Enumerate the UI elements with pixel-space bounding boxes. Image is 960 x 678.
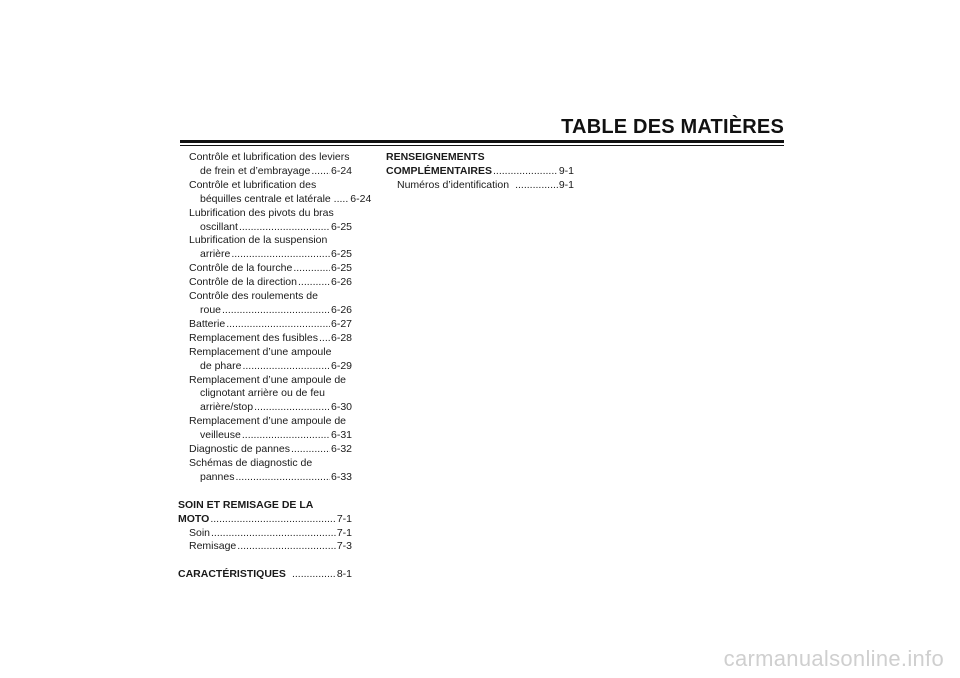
entry-label-line: Contrôle et lubrification des leviers [189, 151, 350, 163]
entry-label: Remplacement des fusibles [189, 331, 318, 344]
dot-leader [239, 221, 330, 235]
dot-leader [222, 304, 330, 318]
entry-leader-row [178, 443, 352, 457]
toc-left-column [178, 151, 372, 582]
page-number: 7-1 [336, 512, 352, 525]
dot-leader [242, 429, 330, 443]
page-number: 6-26 [330, 303, 352, 316]
toc-link-info[interactable] [386, 165, 574, 179]
entry-label-line: Contrôle des roulements de [189, 290, 318, 303]
entry-label: Contrôle de la direction [189, 276, 297, 289]
toc-entry[interactable] [178, 207, 352, 235]
toc-entry[interactable] [178, 262, 352, 276]
entry-label-line: Lubrification de la suspension [189, 234, 328, 247]
toc-entry[interactable] [178, 276, 352, 290]
toc-link-remisage[interactable] [178, 540, 352, 554]
toc-entry[interactable] [178, 415, 352, 443]
section-heading-label: MOTO [178, 512, 210, 525]
entry-label: Contrôle de la fourche [189, 262, 293, 275]
page-number: 6-31 [330, 429, 352, 442]
page-number: 6-27 [330, 317, 352, 330]
entry-label: Soin [189, 526, 211, 539]
toc-entry[interactable] [178, 178, 372, 207]
entry-leader-row [178, 401, 352, 415]
dot-leader [235, 471, 330, 485]
dot-leader [237, 540, 336, 554]
toc-entry[interactable] [178, 151, 352, 179]
section-heading-label: CARACTÉRISTIQUES [178, 568, 286, 581]
entry-label: Batterie [189, 317, 226, 330]
page-number: 6-28 [330, 331, 352, 344]
entry-label: pannes [200, 470, 235, 483]
dot-leader [231, 248, 330, 262]
entry-label: oscillant [200, 220, 238, 233]
toc-entry[interactable] [178, 290, 352, 318]
toc-entry[interactable] [178, 374, 352, 416]
page-number: 7-3 [336, 540, 352, 553]
entry-label: Numéros d’identification [397, 178, 510, 191]
page-number: 6-26 [330, 276, 352, 289]
dot-leader [311, 165, 330, 179]
entry-leader-row [178, 276, 352, 290]
section-heading-line: RENSEIGNEMENTS [386, 151, 485, 163]
entry-label: roue [200, 303, 222, 316]
toc-link-soin[interactable] [178, 527, 352, 541]
page-number: 6-25 [330, 220, 352, 233]
entry-label: de phare [200, 359, 242, 372]
dot-leader [254, 401, 330, 415]
entry-leader-row [178, 262, 352, 276]
dot-leader [515, 179, 558, 193]
entry-leader-row [178, 318, 352, 332]
title-rule-thick [180, 140, 784, 143]
page-number: 7-1 [336, 526, 352, 539]
page-number: 8-1 [336, 568, 352, 581]
entry-label-line: Remplacement d’une ampoule [189, 345, 332, 358]
entry-leader-row [178, 248, 352, 262]
dot-leader [493, 165, 558, 179]
watermark-text: carmanualsonline.info [723, 646, 944, 671]
entry-leader-row [178, 304, 352, 318]
toc-right-column [386, 151, 574, 193]
title-rule-thin [180, 145, 784, 146]
entry-label-line: Remplacement d’une ampoule de [189, 373, 347, 386]
entry-label: arrière/stop [200, 401, 254, 414]
entry-label: Remisage [189, 540, 237, 553]
page-number: 6-32 [330, 443, 352, 456]
entry-label: béquilles centrale et latérale ..... [200, 192, 349, 205]
page-number: 6-25 [330, 262, 352, 275]
entry-label-line: Lubrification des pivots du bras [189, 206, 334, 219]
toc-section-care [178, 499, 352, 555]
page-number: 6-25 [330, 248, 352, 261]
entry-label: arrière [200, 248, 231, 261]
dot-leader [291, 443, 330, 457]
dot-leader [211, 527, 336, 541]
entry-leader-row [178, 221, 352, 235]
page-number: 9-1 [558, 178, 574, 191]
toc-entry[interactable] [178, 332, 352, 346]
dot-leader [210, 513, 336, 527]
dot-leader [242, 360, 330, 374]
entry-leader-row [178, 332, 352, 346]
entry-label: Diagnostic de pannes [189, 443, 290, 456]
page-title: TABLE DES MATIÈRES [561, 116, 784, 138]
page-number: 6-33 [330, 470, 352, 483]
entry-label-line: Remplacement d’une ampoule de [189, 415, 347, 428]
toc-entry[interactable] [178, 457, 352, 485]
dot-leader [226, 318, 330, 332]
entry-label: veilleuse [200, 429, 241, 442]
entry-label-line: clignotant arrière ou de feu [200, 387, 325, 400]
toc-entry[interactable] [178, 443, 352, 457]
entry-label: de frein et d’embrayage [200, 164, 311, 177]
dot-leader [298, 276, 330, 290]
section-heading-line: SOIN ET REMISAGE DE LA [178, 498, 314, 511]
entry-leader-row [178, 429, 352, 443]
section-heading-label: COMPLÉMENTAIRES [386, 164, 492, 177]
toc-link-specs[interactable] [178, 568, 352, 582]
dot-leader [319, 332, 330, 346]
page-number: 9-1 [558, 164, 574, 177]
dot-leader [293, 262, 330, 276]
toc-entries-list [178, 151, 372, 485]
toc-link-identification[interactable] [386, 179, 574, 193]
entry-label-line: Contrôle et lubrification des [189, 178, 317, 191]
entry-leader-row [178, 360, 352, 374]
page-number: 6-24 [350, 192, 372, 205]
page-number: 6-29 [330, 359, 352, 372]
toc-entry[interactable] [178, 346, 352, 374]
entry-leader-row [178, 165, 352, 179]
toc-link-care[interactable] [178, 513, 352, 527]
toc-entry[interactable] [178, 234, 352, 262]
entry-leader-row [178, 471, 352, 485]
toc-entry[interactable] [178, 318, 352, 332]
dot-leader [292, 568, 336, 582]
entry-label-line: Schémas de diagnostic de [189, 456, 313, 469]
page-number: 6-24 [330, 164, 352, 177]
entry-leader-row [178, 192, 372, 207]
page-number: 6-30 [330, 401, 352, 414]
